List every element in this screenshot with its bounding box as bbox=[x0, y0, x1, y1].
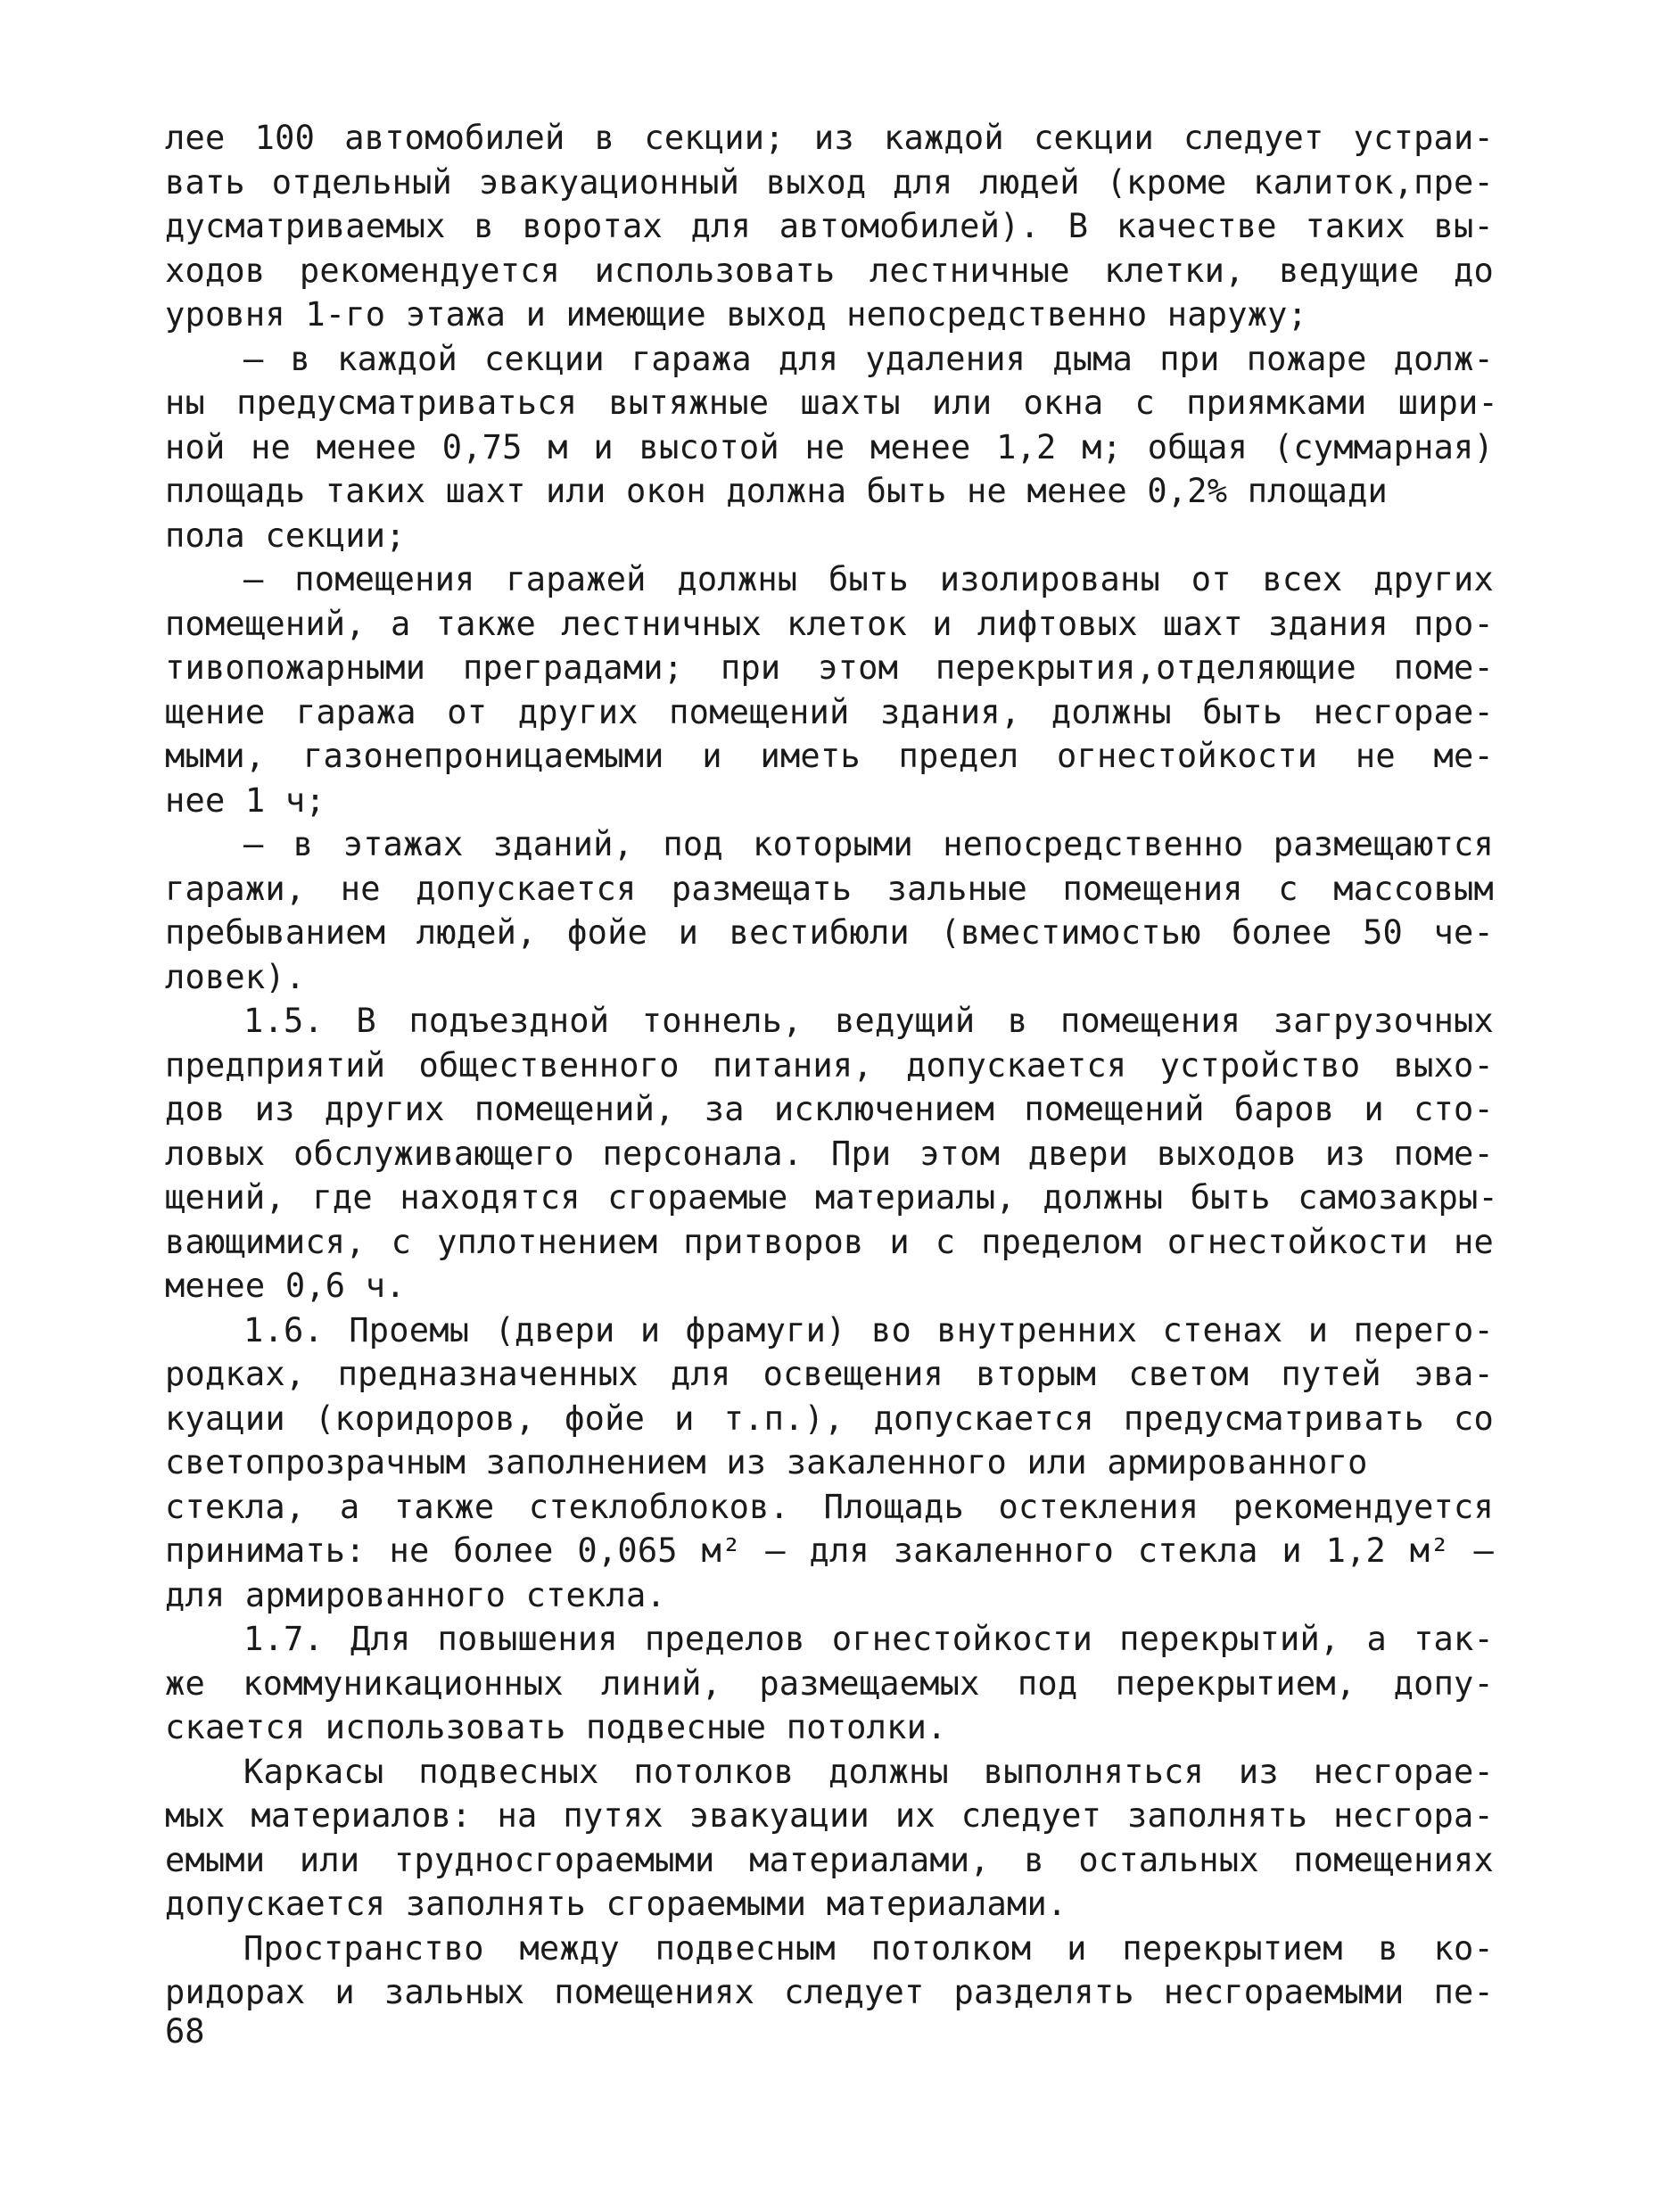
text-line: мыми, газонепроницаемыми и иметь предел огнестойкости не ме- bbox=[165, 737, 1494, 775]
text-line: – в каждой секции гаража для удаления дыма при пожаре долж- bbox=[243, 339, 1494, 378]
text-line: светопрозрачным заполнением из закаленного или армированного bbox=[165, 1443, 1368, 1482]
text-line: дусматриваемых в воротах для автомобилей). В качестве таких вы- bbox=[165, 207, 1494, 245]
text-line: дов из других помещений, за исключением помещений баров и сто- bbox=[165, 1090, 1494, 1128]
text-line: площадь таких шахт или окон должна быть не менее 0,2% площади bbox=[165, 472, 1389, 510]
text-line: емыми или трудносгораемыми материалами, в остальных помещениях bbox=[165, 1840, 1494, 1879]
text-line: же коммуникационных линий, размещаемых под перекрытием, допу- bbox=[165, 1663, 1494, 1703]
text-line: скается использовать подвесные потолки. bbox=[165, 1708, 947, 1746]
text-line: предприятий общественного питания, допускается устройство выхо- bbox=[165, 1045, 1494, 1085]
text-line: 1.7. Для повышения пределов огнестойкости перекрытий, а так- bbox=[243, 1620, 1494, 1658]
text-line: – в этажах зданий, под которыми непосредственно размещаются bbox=[243, 825, 1494, 863]
text-line: куации (коридоров, фойе и т.п.), допускается предусматривать со bbox=[165, 1399, 1494, 1438]
text-line: вающимися, с уплотнением притворов и с пределом огнестойкости не bbox=[165, 1222, 1494, 1261]
text-line: ной не менее 0,75 м и высотой не менее 1,2 м; общая (суммарная) bbox=[165, 427, 1494, 466]
text-line: ловых обслуживающего персонала. При этом двери выходов из поме- bbox=[165, 1134, 1494, 1173]
text-line: уровня 1-го этажа и имеющие выход непосредственно наружу; bbox=[165, 295, 1308, 334]
text-line: ходов рекомендуется использовать лестничные клетки, ведущие до bbox=[165, 251, 1494, 290]
text-line: щение гаража от других помещений здания, должны быть несгорае- bbox=[165, 692, 1494, 731]
text-line: тивопожарными преградами; при этом перекрытия,отделяющие поме- bbox=[165, 648, 1494, 687]
text-line: 1.5. В подъездной тоннель, ведущий в помещения загрузочных bbox=[243, 1002, 1494, 1040]
text-line: Каркасы подвесных потолков должны выполняться из несгорае- bbox=[243, 1752, 1494, 1791]
text-line: вать отдельный эвакуационный выход для людей (кроме калиток,пре- bbox=[165, 162, 1494, 202]
text-line: родках, предназначенных для освещения вторым светом путей эва- bbox=[165, 1355, 1494, 1393]
text-line: для армированного стекла. bbox=[165, 1575, 666, 1614]
text-line: ны предусматриваться вытяжные шахты или окна с приямками шири- bbox=[165, 384, 1498, 422]
text-line: мых материалов: на путях эвакуации их следует заполнять несгора- bbox=[165, 1796, 1494, 1835]
text-line: допускается заполнять сгораемыми материалами. bbox=[165, 1885, 1067, 1923]
text-line: – помещения гаражей должны быть изолированы от всех других bbox=[243, 560, 1494, 598]
text-line: ловек). bbox=[165, 957, 306, 996]
text-line: пребыванием людей, фойе и вестибюли (вместимостью более 50 че- bbox=[165, 913, 1494, 952]
text-line: нее 1 ч; bbox=[165, 780, 326, 820]
text-line: лее 100 автомобилей в секции; из каждой секции следует устраи- bbox=[165, 119, 1494, 157]
text-line: пола секции; bbox=[165, 516, 406, 555]
page-number: 68 bbox=[165, 2012, 205, 2051]
text-line: гаражи, не допускается размещать зальные помещения с массовым bbox=[165, 869, 1494, 908]
text-line: 1.6. Проемы (двери и фрамуги) во внутренних стенах и перего- bbox=[243, 1310, 1494, 1349]
text-line: стекла, а также стеклоблоков. Площадь остекления рекомендуется bbox=[165, 1487, 1494, 1526]
text-line: щений, где находятся сгораемые материалы, должны быть самозакры- bbox=[165, 1178, 1498, 1217]
text-line: ридорах и зальных помещениях следует разделять несгораемыми пе- bbox=[165, 1973, 1494, 2011]
text-line: менее 0,6 ч. bbox=[165, 1267, 406, 1305]
text-line: Пространство между подвесным потолком и перекрытием в ко- bbox=[243, 1928, 1494, 1968]
document-body bbox=[165, 116, 1498, 2015]
text-line: помещений, а также лестничных клеток и лифтовых шахт здания про- bbox=[165, 604, 1494, 643]
text-line: принимать: не более 0,065 м² – для закаленного стекла и 1,2 м² – bbox=[165, 1531, 1494, 1570]
